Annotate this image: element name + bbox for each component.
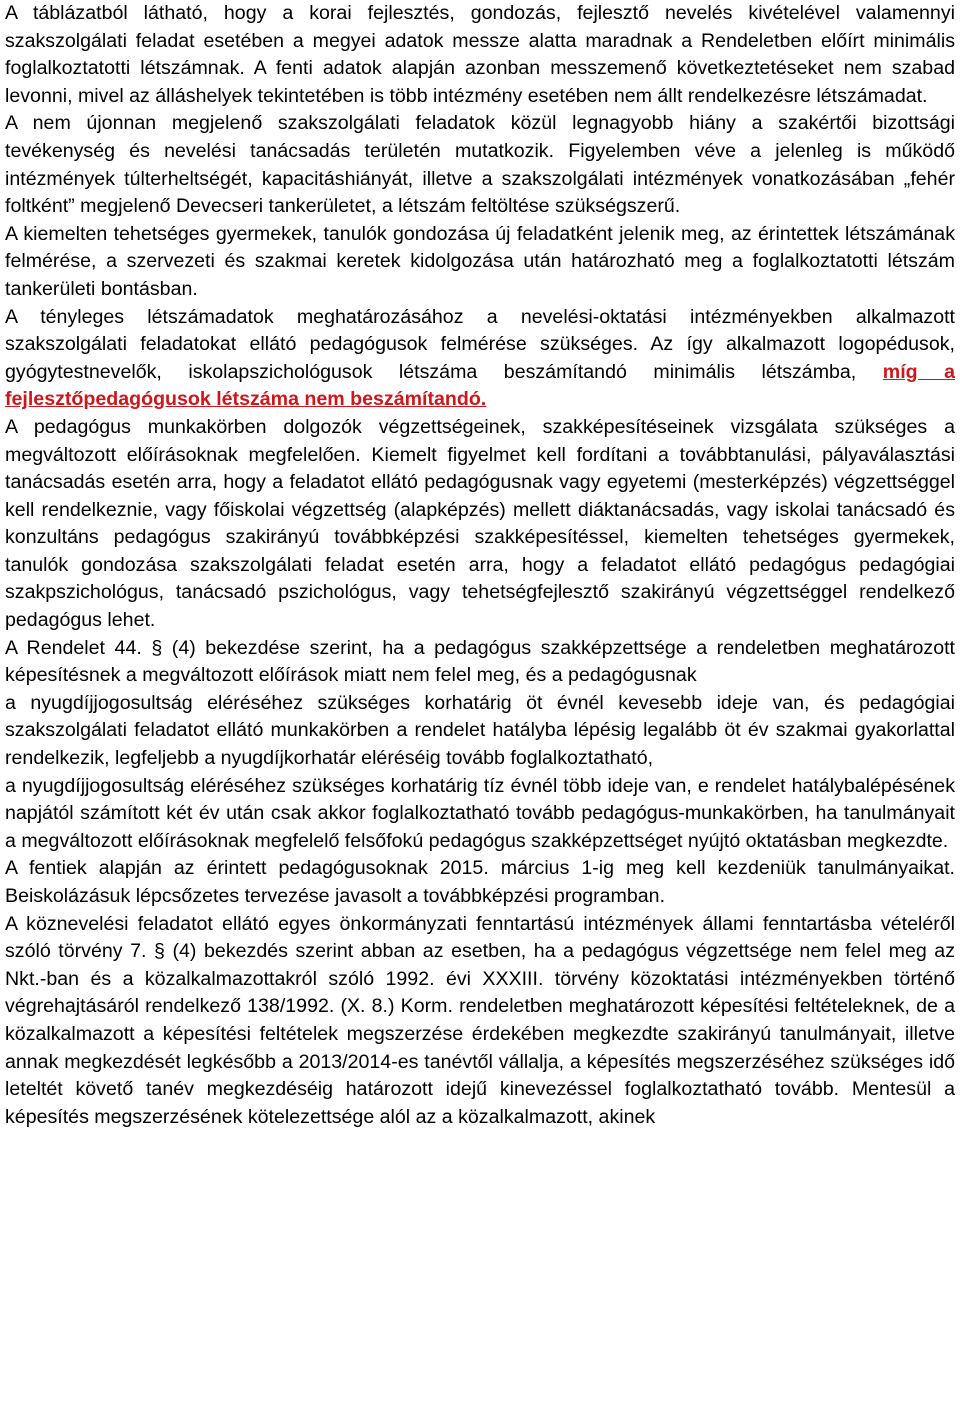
emphasized-note: míg a fejlesztőpedagógusok létszáma nem beszámítandó. [5,360,955,411]
paragraph-actual-headcount [5,304,955,414]
paragraph-retirement-over-ten-years: a nyugdíjjogosultság eléréséhez szükséges korhatárig tíz évnél több ideje van, e rendelet hatálybalépésének napjától számított két év után csak akkor foglalkoztatható tovább pedagógus-munkakörben, ha tanulmányait a megváltozott előírásoknak megfelelő felsőfokú pedagógus szakképzettséget nyújtó oktatásban megkezdte. [5,774,955,852]
paragraph-qualifications: A pedagógus munkakörben dolgozók végzettségeinek, szakképesítéseinek vizsgálata szükséges a megváltozott előírásoknak megfelelően. Kiemelt figyelmet kell fordítani a továbbtanulási, pályaválasztási tanácsadás esetén arra, hogy a feladatot ellátó pedagógusnak vagy egyetemi (mesterképzés) végzettséggel kell rendelkeznie, vagy főiskolai végzettség (alapképzés) mellett diáktanácsadás, vagy iskolai tanácsadó és konzultáns pedagógus szakirányú továbbképzési szakképesítéssel, kiemelten tehetséges gyermekek, tanulók gondozása szakszolgálati feladat esetén arra, hogy a feladatot ellátó pedagógus pedagógiai szakpszichológus, tanácsadó pszichológus, vagy tehetségfejlesztő szakirányú végzettséggel rendelkező pedagógus lehet. [5,415,955,632]
paragraph-missing-tasks: A nem újonnan megjelenő szakszolgálati feladatok közül legnagyobb hiány a szakértői bizottsági tevékenység és nevelési tanácsadás területén mutatkozik. Figyelemben véve a jelenleg is működő intézmények túlterheltségét, kapacitáshiányát, illetve a szakszolgálati intézmények vonatkozásában „fehér foltként” megjelenő Devecseri tankerületet, a létszám feltöltése szükségszerű. [5,112,955,218]
paragraph-staffing-table-summary: A táblázatból látható, hogy a korai fejlesztés, gondozás, fejlesztő nevelés kivételével valamennyi szakszolgálati feladat esetében a megyei adatok messze alatta maradnak a Rendeletben előírt minimális foglalkoztatotti létszámnak. A fenti adatok alapján azonban messzemenő következtetéseket nem szabad levonni, mivel az álláshelyek tekintetében is több intézmény esetében nem állt rendelkezésre létszámadat. [5,2,955,107]
paragraph-retirement-under-five-years: a nyugdíjjogosultság eléréséhez szükséges korhatárig öt évnél kevesebb ideje van, és pedagógiai szakszolgálati feladatot ellátó munkakörben a rendelet hatályba lépésig legalább öt év szakmai gyakorlattal rendelkezik, legfeljebb a nyugdíjkorhatár eléréséig tovább foglalkoztatható, [5,691,955,770]
paragraph-actual-headcount-text: A tényleges létszámadatok meghatározásához a nevelési-oktatási intézményekben alkalmazott szakszolgálati feladatokat ellátó pedagógusok felmérése szükséges. Az így alkalmazott logopédusok, gyógytestnevelők, iskolapszichológusok létszáma beszámítandó minimális létszámba, [5,305,955,383]
paragraph-decree-44-4: A Rendelet 44. § (4) bekezdése szerint, ha a pedagógus szakképzettsége a rendeletben meghatározott képesítésnek a megváltozott előírások miatt nem felel meg, és a pedagógusnak [5,636,955,687]
paragraph-study-deadline: A fentiek alapján az érintett pedagógusoknak 2015. március 1-ig meg kell kezdeniük tanulmányaikat. Beiskolázásuk lépcsőzetes tervezése javasolt a továbbképzési programban. [5,857,955,907]
paragraph-talented-children: A kiemelten tehetséges gyermekek, tanulók gondozása új feladatként jelenik meg, az érintettek létszámának felmérése, a szervezeti és szakmai keretek kidolgozása után határozható meg a foglalkoztatotti létszám tankerületi bontásban. [5,222,955,300]
paragraph-state-takeover-law: A köznevelési feladatot ellátó egyes önkormányzati fenntartású intézmények állami fenntartásba vételéről szóló törvény 7. § (4) bekezdés szerint abban az esetben, ha a pedagógus végzettsége nem felel meg az Nkt.-ban és a közalkalmazottakról szóló 1992. évi XXXIII. törvény közoktatási intézményekben történő végrehajtásáról rendelkező 138/1992. (X. 8.) Korm. rendeletben meghatározott képesítési feltételeknek, de a közalkalmazott a képesítési feltételek megszerzése érdekében megkezdte szakirányú tanulmányait, illetve annak megkezdését legkésőbb a 2013/2014-es tanévtől vállalja, a képesítés megszerzéséhez szükséges idő leteltét követő tanév megkezdéséig határozott idejű kinevezéssel foglalkoztatható tovább. Mentesül a képesítés megszerzésének kötelezettsége alól az a közalkalmazott, akinek [5,912,955,1128]
